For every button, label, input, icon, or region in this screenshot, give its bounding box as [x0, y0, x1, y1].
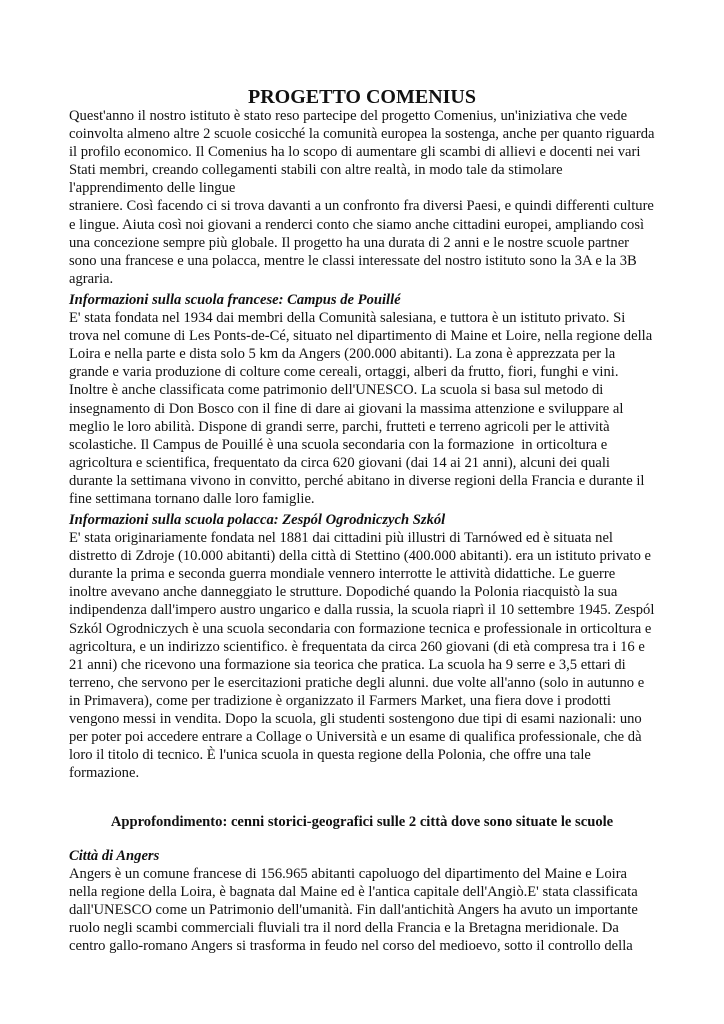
text-line: Inoltre è anche classificata come patrimonio dell'UNESCO. La scuola si basa sul metodo di [69, 382, 604, 399]
text-line: sono una francese e una polacca, mentre le classi interessate del nostro istituto sono la 3A e la 3B [69, 252, 637, 269]
text-line: agricoltura, e un indirizzo scientifico. è frequentata da circa 260 giovani (di età compresa tra i 16 e [69, 638, 645, 655]
text-line: indipendenza dall'impero austro ungarico e dalla russia, la scuola riaprì il 10 settembre 1945. Zespól [69, 602, 655, 619]
text-line: meglio le loro abilità. Dispone di grandi serre, parchi, frutteti e terreno agricoli per le attività [69, 418, 610, 435]
document-title: PROGETTO COMENIUS [248, 86, 476, 108]
angers-section [69, 847, 669, 956]
text-line: 21 anni) che ricevono una formazione sia teorica che pratica. La scuola ha 9 serre e 3,5 ettari di [69, 656, 626, 673]
text-line: insegnamento di Don Bosco con il fine di dare ai giovani la massima attenzione e sviluppare al [69, 400, 624, 417]
polish-school-section [69, 511, 669, 782]
text-line: Stati membri, creando collegamenti stabili con altre realtà, in modo tale da stimolare [69, 162, 563, 179]
text-line: straniere. Così facendo ci si trova davanti a un confronto fra diversi Paesi, e quindi differenti culture [69, 198, 654, 215]
french-school-section [69, 291, 669, 508]
section-heading: Informazioni sulla scuola francese: Campus de Pouillé [69, 292, 401, 308]
text-line: e lingue. Aiuta così noi giovani a renderci conto che siamo anche cittadini europei, ampliando così [69, 216, 645, 233]
text-line: in Primavera), come per tradizione è organizzato il Farmers Market, una fiera dove i prodotti [69, 692, 611, 709]
text-line: E' stata originariamente fondata nel 1881 dai cittadini più illustri di Tarnówed ed è situata nel [69, 530, 613, 547]
intro-paragraph [69, 107, 669, 288]
text-line: per poter poi accedere entrare a Collage o Università e un esame di qualifica professionale, che dà [69, 729, 642, 746]
text-line: coinvolta almeno altre 2 scuole cosicché la comunità europea la sostenga, anche per quanto riguarda [69, 126, 655, 143]
text-line: vengono messi in vendita. Dopo la scuola, gli studenti sostengono due tipi di esami nazionali: uno [69, 711, 642, 728]
text-line: il profilo economico. Il Comenius ha lo scopo di aumentare gli scambi di allievi e docenti nei vari [69, 144, 641, 161]
text-line: durante la settimana vivono in convitto, perché abitano in diverse regioni della Francia e durante il [69, 472, 645, 489]
text-line: terreno, che servono per le esercitazioni pratiche degli alunni. due volte all'anno (solo in autunno e [69, 674, 645, 691]
text-line: ruolo negli scambi commerciali fluviali tra il nord della Francia e la Bretagna meridionale. Da [69, 920, 619, 937]
text-line: loro il titolo di tecnico. È l'unica scuola in questa regione della Polonia, che offre una tale [69, 747, 591, 764]
text-line: scolastiche. Il Campus de Pouillé è una scuola secondaria con la formazione in orticoltura e [69, 436, 608, 453]
text-line: l'apprendimento delle lingue [69, 180, 236, 197]
text-line: Szkól Ogrodniczych è una scuola secondaria con formazione tecnica e professionale in orticoltura e [69, 620, 652, 637]
text-line: E' stata fondata nel 1934 dai membri della Comunità salesiana, e tuttora è un istituto privato. Si [69, 310, 626, 327]
approfondimento-heading: Approfondimento: cenni storici-geografici sulle 2 città dove sono situate le scuole [110, 814, 614, 830]
text-line: formazione. [69, 765, 140, 782]
text-line: una concezione sempre più globale. Il progetto ha una durata di 2 anni e le nostre scuole partner [69, 234, 630, 251]
text-line: centro gallo-romano Angers si trasforma in feudo nel corso del medioevo, sotto il controllo della [69, 938, 633, 955]
text-line: Loira e nella parte e dista solo 5 km da Angers (200.000 abitanti). La zona è apprezzata per la [69, 346, 616, 363]
text-line: nella regione della Loira, è bagnata dal Maine ed è l'antica capitale dell'Angiò.E' stata classificata [69, 884, 638, 901]
text-line: inoltre avevano anche danneggiato le strutture. Dopodiché quando la Polonia riacquistò la sua [69, 584, 618, 601]
text-line: grande e varia produzione di colture come cereali, ortaggi, alberi da frutto, fiori, funghi e vini. [69, 364, 619, 381]
section-heading: Città di Angers [69, 848, 160, 864]
text-line: agricoltura e scientifica, frequentato da circa 620 giovani (dai 14 ai 21 anni), alcuni dei quali [69, 454, 610, 471]
text-line: Angers è un comune francese di 156.965 abitanti capoluogo del dipartimento del Maine e Loira [69, 866, 628, 883]
text-line: dall'UNESCO come un Patrimonio dell'umanità. Fin dall'antichità Angers ha avuto un importante [69, 902, 638, 919]
text-line: Quest'anno il nostro istituto è stato reso partecipe del progetto Comenius, un'iniziativa che vede [69, 108, 628, 124]
section-heading: Informazioni sulla scuola polacca: Zespól Ogrodniczych Szkól [69, 512, 446, 528]
text-line: trova nel comune di Les Ponts-de-Cé, situato nel dipartimento di Maine et Loire, nella regione della [69, 328, 653, 345]
text-line: durante la prima e seconda guerra mondiale vennero interrotte le attività didattiche. Le guerre [69, 566, 616, 583]
text-line: distretto di Zdroje (10.000 abitanti) della città di Stettino (400.000 abitanti). era un istituto privato e [69, 548, 651, 565]
text-line: fine settimana tornano dalle loro famiglie. [69, 491, 315, 508]
text-line: agraria. [69, 270, 114, 287]
